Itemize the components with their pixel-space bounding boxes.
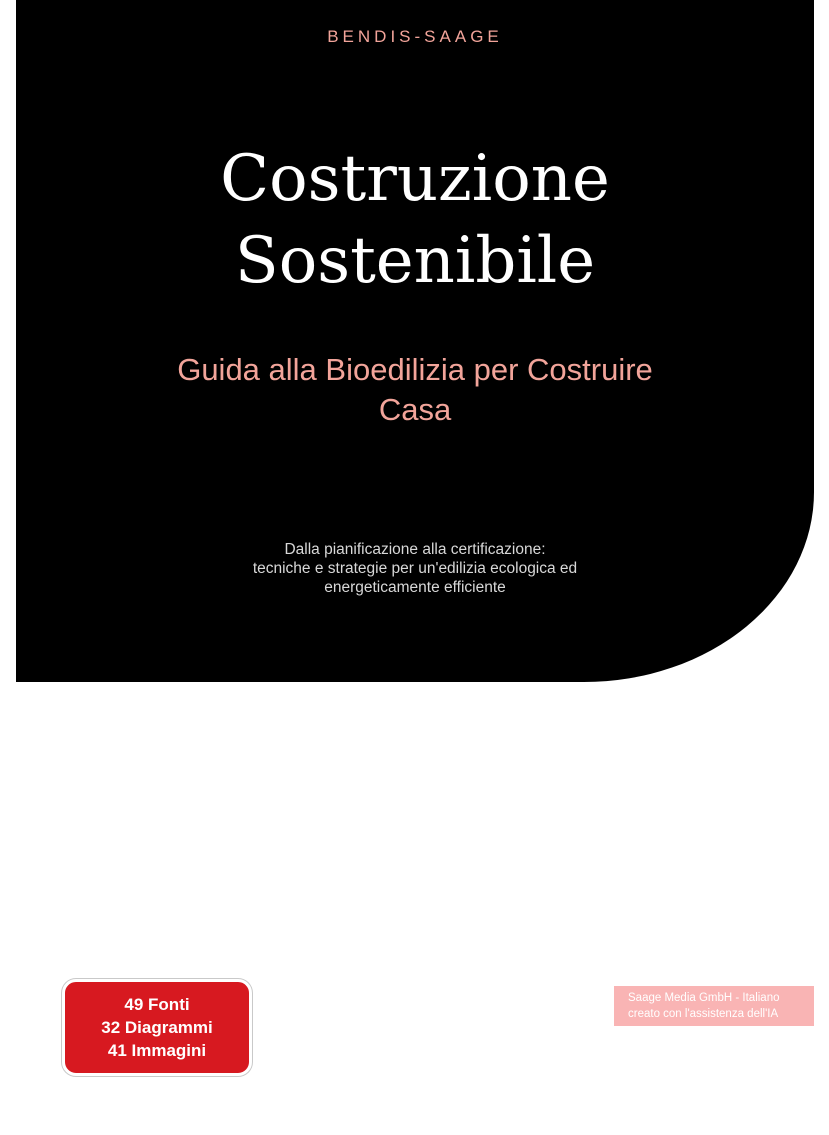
solar-panels — [211, 848, 486, 894]
windows — [221, 912, 631, 1032]
subtitle-line: Casa — [378, 392, 452, 427]
book-tagline — [216, 540, 614, 597]
stats-badge — [62, 979, 252, 1076]
publisher-note — [614, 986, 814, 1026]
book-title — [16, 138, 814, 302]
book-subtitle — [116, 350, 714, 430]
author-name: BENDIS-SAAGE — [327, 27, 503, 46]
roof — [166, 872, 684, 916]
badge-diagrams: 32 Diagrammi — [101, 1018, 213, 1037]
publisher-line: Saage Media GmbH - Italiano — [628, 992, 780, 1004]
subtitle-line: Guida alla Bioedilizia per Costruire — [177, 352, 653, 387]
title-line: Costruzione — [220, 142, 610, 216]
left-margin — [0, 0, 16, 1135]
tagline-line: energeticamente efficiente — [324, 579, 506, 596]
right-margin — [814, 0, 829, 1135]
badge-sources: 49 Fonti — [124, 995, 190, 1014]
title-line: Sostenibile — [234, 224, 596, 298]
railing — [246, 1008, 656, 1040]
title-panel — [16, 0, 814, 682]
badge-images: 41 Immagini — [107, 1041, 207, 1060]
ai-note-line: creato con l'assistenza dell'IA — [628, 1008, 779, 1020]
tagline-line: tecniche e strategie per un'edilizia ecologica ed — [252, 560, 578, 577]
tagline-line: Dalla pianificazione alla certificazione: — [284, 541, 546, 558]
